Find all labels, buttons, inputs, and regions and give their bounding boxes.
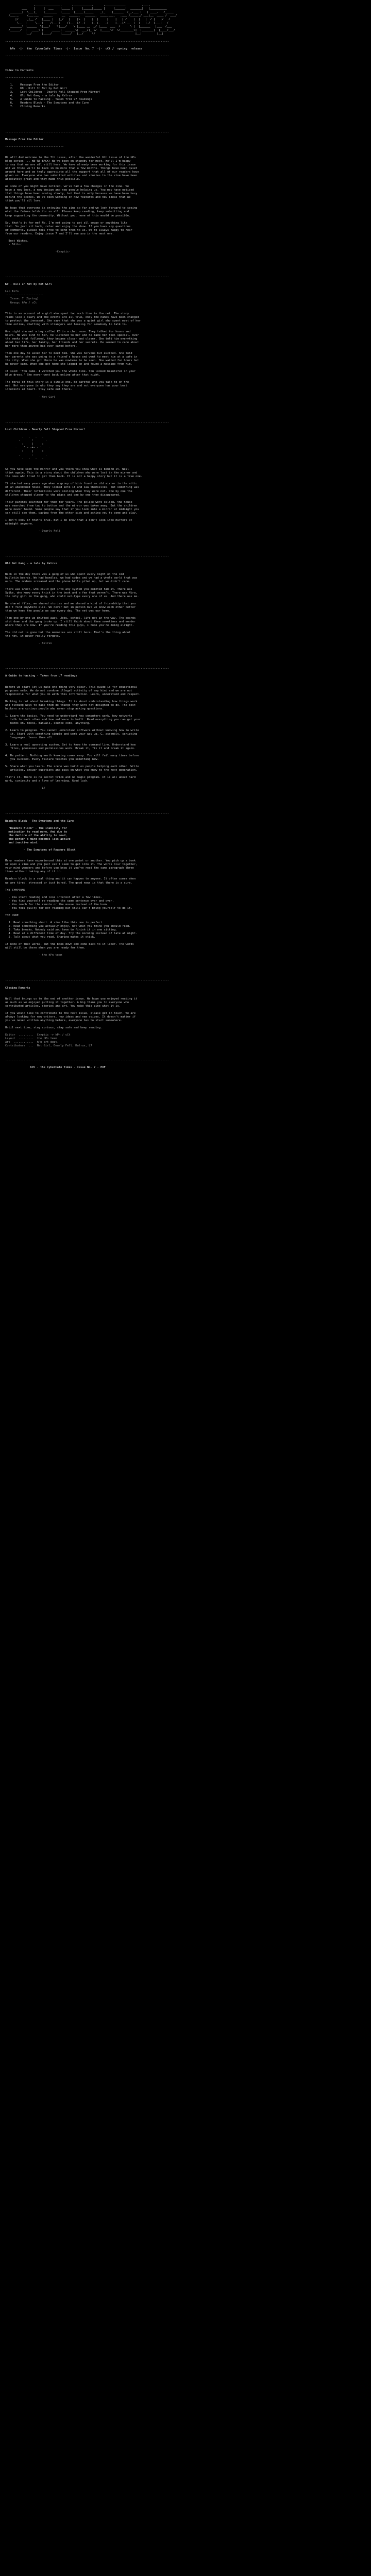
paragraph: As some of you might have noticed, we've had a few changes in the zine. We have a new look, a new design and new people helping us. You may have noticed that things have been moving slowly, but that is only because we have been busy behind the scenes. We've been working on new features and new ideas that we think you'll all love. [5, 185, 138, 203]
paragraph: This is an account of a girl who spent too much time in the net. The story reads like a diary and the events are all true, only the names have been changed to protect the innocent. She says that she was a quiet girl who spent most of her time online, chatting with strangers and looking for somebody to talk to. [5, 312, 141, 326]
contents-list [5, 83, 366, 109]
section-7-heading: Closing Remarks [5, 986, 30, 990]
paragraph: Back in the day there was a gang of us who spent every night on the old bulletin boards. We had handles, we had codes and we had a whole world that was ours. The modems screamed and the phone bills piled up, but we didn't care. [5, 573, 138, 584]
section-5-body [5, 686, 366, 784]
title-ascii-line: ___ | | ___ |_____ | |_____|_____ | |______| _______| |__________ [5, 7, 167, 11]
paragraph: 2. Learn to program. You cannot understand software without knowing how to write it. Start with something simple and work your way up. C, assembly, scripting languages, learn them all. [5, 728, 139, 740]
section-6 [5, 802, 366, 961]
paragraph: There was Ghost, who could get into any system you pointed him at. There was Spike, who knew every trick in the book and a few that weren't. There was Mira, the only girl in the gang, who could out-type every one of us. And there was me. [5, 587, 139, 598]
title-ascii-line: _______\ |______ \|___/ \|___/ \ |____ __ _/ |____ ___ / \ | |______ |___ /___ [5, 25, 172, 29]
paragraph: 3. Learn a real operating system. Get to know the command line. Understand how files, processes and permissions work. Break it, fix it and break it again. [5, 743, 136, 751]
section-rule: -------------------------------------------------------------------------------------------------- [5, 979, 170, 982]
section-3-heading: Lost Children - Dearly Fell Stopped From Mirror! [5, 428, 86, 431]
paragraph: The moral of this story is a simple one. Be careful who you talk to on the net. Not everyone is who they say they are and not everyone has your best interests at heart. Stay safe out there. [5, 381, 129, 392]
paragraph: If you would like to contribute to the next issue, please get in touch. We are always looking for new writers, new ideas and new voices. It doesn't matter if you've never written anything before, everyone has to start somewhere. [5, 1011, 136, 1022]
contents-item[interactable]: 6. Readers Block - The Symptoms and the Cure [5, 101, 89, 105]
paragraph: Then one day he asked her to meet him. She was nervous but excited. She told her parents she was going to a friend's house and went to meet him at a cafe in the city. When she got there he was nowhere to be seen. She waited for hours but he never came. When she got home she logged on and found a message from him. [5, 352, 139, 366]
editor-heading: Message From the Editor [5, 138, 44, 141]
section-4 [5, 544, 366, 649]
editor-signoff: -Cryptic- [5, 250, 71, 253]
paragraph: It said: 'You came. I watched you the whole time. You looked beautiful in your blue dress.' She never went back online after that night. [5, 370, 136, 377]
zine-page [5, 0, 366, 1077]
title-ascii-line: |/ ._|__ / |____ | |_/ | |\ | | | | | | / | | | / | |/ / [5, 18, 171, 22]
editor-body [5, 156, 366, 247]
paragraph: It started many years ago when a group of kids found an old mirror in the attic of an abandoned house. They looked into it and saw themselves, but something was different. Their reflections were smiling when they were not. One by one the children stepped closer to the glass and one by one they disappeared. [5, 482, 139, 497]
section-5 [5, 656, 366, 794]
section-2-heading: K0 - Kill In Net by Net Girl [5, 283, 52, 286]
section-2 [5, 265, 366, 402]
credits-block: Editor ......... Cryptic -> hPn / cCt Layout ......... the hPn team Art ............ hPn art dept. Contributors ... Net Girl, Dearly Fell, Kalrux, L7 [5, 1033, 92, 1048]
section-4-heading: Old Net Gang - a tale by Kalrux [5, 562, 57, 566]
section-3-body [5, 468, 366, 526]
section-6-quote: "Readers Block" - The inability for motivation to read more. And due to the decline of the ability to read, the person's mind becomes less active and inactive mind. - The Symptoms of Readers Block [8, 826, 76, 852]
section-3 [5, 410, 366, 537]
paragraph: 5. Share what you learn. The scene was built on people helping each other. Write articles, answer questions and pass on what you know to the next generation. [5, 765, 139, 772]
contents-item[interactable]: 4. Old Net Gang - a tale by Kalrux [5, 94, 72, 98]
paragraph: Many readers have experienced this at one point or another. You pick up a book or open a zine and you just can't seem to get into it. The words blur together, your mind wanders and before you know it you've read the same paragraph three times without taking any of it in. [5, 859, 138, 874]
title-ascii-line: ._______________. .___________. .____________. .___. [5, 4, 150, 7]
section-3-ascii-art: . . . . . : . : | : . ' - -+- - ' . : | : . : . . . . . [15, 435, 50, 461]
contents-item[interactable]: 7. Closing Remarks [5, 105, 45, 109]
title-ascii-logo [5, 4, 366, 36]
title-ascii-line: \__ | \__ | /|__ | /|__ |/ _| |_ |_ _| |_ _|/|__ | | |_/ |___| / [5, 22, 169, 25]
paragraph: Readers block is a real thing and it can happen to anyone. It often comes when we are tired, stressed or just bored. The good news is that there is a cure. [5, 877, 136, 885]
paragraph: That's it. There is no secret trick and no magic program. It is all about hard work, curiosity and a love of learning. Good luck. [5, 776, 136, 783]
paragraph: One night she met a boy called K0 in a chat room. They talked for hours and hours. He was kind to her, he listened to her and he made her feel special. Over the weeks that followed, they became closer and closer. She told him everything about her life, her family, her friends and her secrets. He seemed to care about her more than anyone had ever cared before. [5, 330, 139, 348]
section-5-signoff: - L7 [5, 787, 45, 790]
section-2-meta: Lab Info ----------------------- Issue: 7 [Spring] Group: hPn / cCt [5, 290, 44, 304]
paragraph: Hacking is not about breaking things. It is about understanding how things work and finding ways to make them do things they were not designed to do. The best hackers are curious people who never stop asking questions. [5, 700, 138, 710]
issue-line: hPn -|- the CyberCafe Times -|- Issue No. 7 -|- cCt / spring release [5, 47, 143, 50]
section-6-body [5, 859, 366, 950]
paragraph: Well that brings us to the end of another issue. We hope you enjoyed reading it as much as we enjoyed putting it together. A big thank you to everyone who contributed articles, stories and art. You make this zine what it is. [5, 997, 138, 1008]
paragraph: Before we start let us make one thing very clear. This guide is for educational purposes only. We do not condone illegal activity of any kind and we are not responsible for what you do with this information. Learn, understand and respect. [5, 685, 141, 696]
section-rule: -------------------------------------------------------------------------------------------------- [5, 667, 170, 671]
section-4-signoff: - Kalrux [5, 642, 52, 646]
title-ascii-line: /______/ | ____\ | _____| ______\| ___/|_ \/ |_____\/ \/________\| |_______| |____/___/ [5, 29, 175, 32]
section-rule: -------------------------------------------------------------------------------------------------- [5, 555, 170, 558]
banner-rule-bottom: -------------------------------------------------------------------------------------------------- [5, 54, 170, 58]
editor-rule: ----------------------------------- [5, 145, 64, 148]
paragraph: We hope that everyone is enjoying the zine so far and we look forward to seeing what the future holds for us all. Please keep reading, keep submitting and keep supporting the community. Without you, none of this would be possible. [5, 207, 138, 217]
section-rule: -------------------------------------------------------------------------------------------------- [5, 130, 170, 134]
paragraph: So, that's it for me! No, I'm not going to get all soppy or anything like that. So just sit back, relax and enjoy the show. If you have any questions or comments, please feel free to send them to us. We're always happy to hear from our readers. Enjoy issue 7 and I'll see you in the next one. Best Wishes. - Editor [5, 221, 132, 246]
section-6-signoff: - the hPn team [5, 954, 62, 957]
paragraph: We shared files, we shared stories and we shared a kind of friendship that you don't find anywhere else. We never met in person but we knew each other better than we knew the people we saw every day. The net was our home. [5, 602, 136, 613]
section-7-body [5, 997, 366, 1030]
paragraph: THE SYMPTOMS [5, 888, 25, 892]
paragraph: 1. Read something short. A zine like this one is perfect. 2. Read something you actually enjoy, not what you think you should read. 3. Take breaks. Nobody said you have to finish it in one sitting. 4. Read at a different time of day. Try the morning instead of late at night. 5. Talk about what you read. Sharing makes it stick. [8, 921, 138, 939]
section-3-signoff: - Dearly Fell [5, 529, 61, 533]
contents-rule: ----------------------------------- [5, 76, 64, 79]
paragraph: Until next time, stay curious, stay safe and keep reading. [5, 1026, 103, 1029]
paragraph: I don't know if that's true. But I do know that I don't look into mirrors at midnight anymore. [5, 518, 132, 526]
title-ascii-line: /___._ /___.__ _____. .__ ._____. ______. ____.___. .___ /_____./ ___|__ ____ / ___/ [5, 14, 177, 18]
title-ascii-line: |__/ |____/ |_____/ |__/ \/ |__| |__| [5, 32, 164, 36]
paragraph: THE CURE [5, 913, 19, 917]
section-7 [5, 968, 366, 1073]
contents-item[interactable]: 2. K0 - Kill In Net by Net Girl [5, 87, 68, 91]
banner-rule: -------------------------------------------------------------------------------------------------- [5, 40, 170, 43]
paragraph: Their parents searched for them for years. The police were called, the house was searched from top to bottom and the mirror was taken away. But the children were never found. Some people say that if you look into a mirror at midnight you can still see them, waving from the other side and asking you to come and play. [5, 500, 139, 515]
contents-item[interactable]: 3. Lost Children - Dearly Fell Stopped From Mirror! [5, 91, 100, 94]
paragraph: 4. Be patient. Nothing worth knowing comes easy. You will fail many times before you succeed. Every failure teaches you something new. [5, 754, 139, 761]
contents-heading: Index to Contents [5, 69, 34, 72]
section-4-body [5, 573, 366, 638]
editor-section [5, 120, 366, 258]
contents-item[interactable]: 1. Message From the Editor [5, 83, 59, 87]
section-2-signoff: - Net Girl [5, 395, 56, 399]
section-5-heading: A Guide to Hacking - Taken from L7 readings [5, 674, 77, 678]
paragraph: 1. Learn the basics. You need to understand how computers work, how networks talk to each other and how software is built. Read everything you can get your hands on. Books, manuals, source code, anything. [5, 714, 141, 725]
title-ascii-line: _______| \___|_ |_______ |_____ |_____|_____ _|_ |______ /__.___ | | ____. /_____ [5, 11, 174, 14]
paragraph: - You start reading and lose interest after a few lines. - You find yourself re-reading the same sentence over and over. - You reach for the remote or the mouse instead of the book. - You feel guilty for not reading but still can't bring yourself to do it. [8, 895, 132, 910]
contents-item[interactable]: 5. A Guide to Hacking - Taken from L7 readings [5, 98, 92, 101]
section-rule: -------------------------------------------------------------------------------------------------- [5, 812, 170, 816]
section-rule: -------------------------------------------------------------------------------------------------- [5, 276, 170, 279]
paragraph: So you have seen the mirror and you think you know what is behind it. Well think again. This is a story about the children who were lost in the mirror and the ones who tried to get them back. It is not a happy story but it is a true one. [5, 468, 143, 479]
section-rule: -------------------------------------------------------------------------------------------------- [5, 1059, 170, 1062]
contents-section [5, 65, 366, 113]
paragraph: If none of that works, put the book down and come back to it later. The words will still be there when you are ready for them. [5, 943, 134, 950]
paragraph: Then one by one we drifted away. Jobs, school, life got in the way. The boards shut down and the gang broke up. I still think about them sometimes and wonder where they are now. If you're reading this guys, I hope you're doing alright. [5, 616, 136, 627]
section-2-body [5, 312, 366, 392]
paragraph: Hi all! And welcome to the 7th issue, after the wonderful 6th issue of the hPn blog series ... WE'RE BACK! We've been on standby for most. We'll I'm happy to say that we are all still here. We have already been working for this issue and we think we'll be back in no more than a few months. Things have been quiet around here and we truly appreciate all the support that all of our readers have given us. Everyone who has submitted articles and stories to the zine have been absolutely great and they made this possible. [5, 156, 139, 181]
footer-eof: hPn - the CyberCafe Times - Issue No. 7 - EOF [5, 1066, 106, 1070]
paragraph: The old net is gone but the memories are still here. That's the thing about the net, it never really forgets. [5, 631, 131, 638]
section-rule: -------------------------------------------------------------------------------------------------- [5, 420, 170, 424]
section-6-heading: Readers Block - The Symptoms and the Cure [5, 819, 74, 823]
